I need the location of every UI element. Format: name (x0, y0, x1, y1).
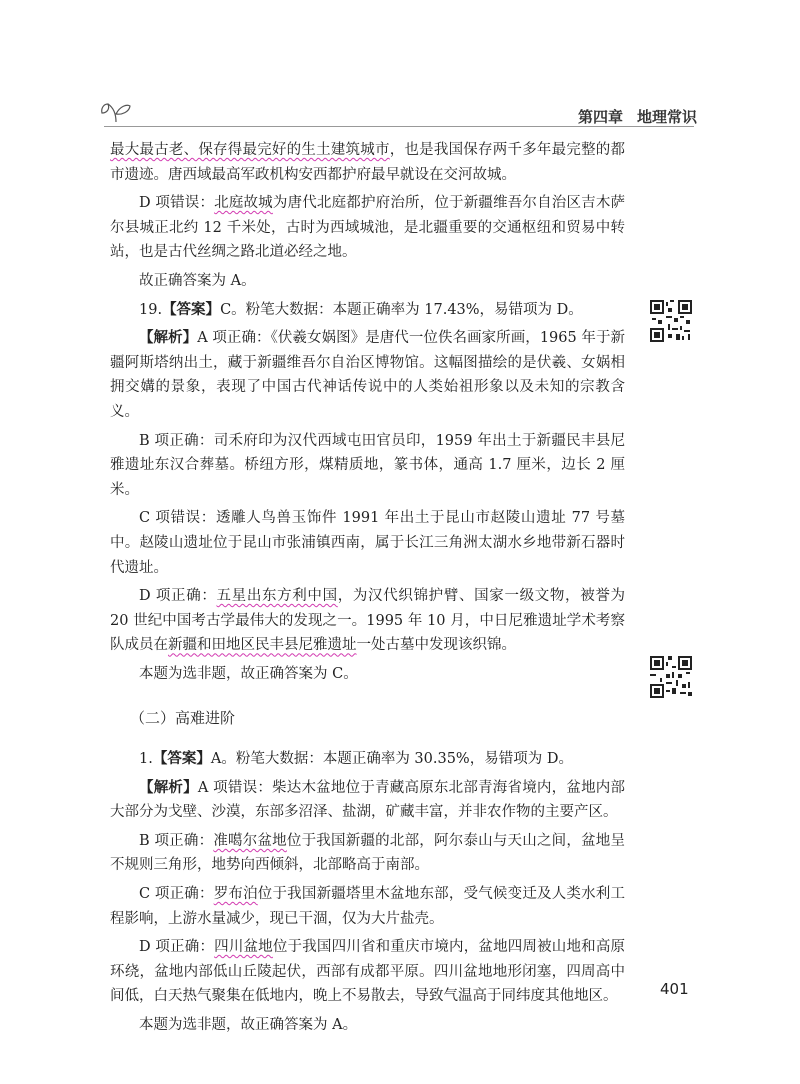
header-rule (104, 126, 694, 127)
paragraph: 本题为选非题，故正确答案为 A。 (139, 1017, 358, 1033)
wavy-underline: 罗布泊 (213, 886, 258, 903)
paragraph: 故正确答案为 A。 (139, 272, 256, 289)
analysis-19: 【解析】A 项正确：《伏羲女娲图》是唐代一位佚名画家所画，1965 年于新疆阿斯塔纳出土，藏于新疆维吾尔自治区博物馆。这幅图描绘的是伏羲、女娲相拥交媾的景象，表现了中国古代神话传说中的人类始祖形象以及未知的宗教含义。 (110, 329, 625, 420)
paragraph: B 项正确：准噶尔盆地位于我国新疆的北部，阿尔泰山与天山之间，盆地呈不规则三角形，地势向西倾斜，北部略高于南部。 (110, 832, 626, 874)
qr-code-icon[interactable] (650, 656, 692, 698)
chapter-title: 地理常识 (637, 108, 698, 126)
page-number: 401 (660, 980, 689, 998)
wavy-underline: 五星出东方利中国 (216, 588, 338, 605)
paragraph: 本题为选非题，故正确答案为 C。 (139, 665, 358, 682)
chapter-number: 第四章 (578, 108, 624, 126)
paragraph: 最大最古老、保存得最完好的生土建筑城市，也是我国保存两千多年最完整的都市遗迹。唐西域最高军政机构安西都护府最早就设在交河故城。 (110, 142, 626, 183)
paragraph: C 项错误：透雕人鸟兽玉饰件 1991 年出土于昆山市赵陵山遗址 77 号墓中。赵陵山遗址位于昆山市张浦镇西南，属于长江三角洲太湖水乡地带新石器时代遗址。 (110, 510, 625, 576)
wavy-underline: 准噶尔盆地 (213, 832, 287, 849)
paragraph: D 项错误：北庭故城为唐代北庭都护府治所，位于新疆维吾尔自治区吉木萨尔县城正北约 12 千米处，古时为西域城池，是北疆重要的交通枢纽和贸易中转站，也是古代丝绸之路北道必经之地。 (110, 195, 626, 261)
qr-code-icon[interactable] (650, 300, 692, 342)
paragraph: C 项正确：罗布泊位于我国新疆塔里木盆地东部，受气候变迁及人类水利工程影响，上游水量减少，现已干涸，仅为大片盐壳。 (110, 886, 625, 927)
section-heading: （二）高难进阶 (130, 709, 236, 728)
page-content (110, 138, 625, 1042)
paragraph: D 项正确：四川盆地位于我国四川省和重庆市境内，盆地四周被山地和高原环绕，盆地内部低山丘陵起伏，西部有成都平原。四川盆地地形闭塞，四周高中间低，白天热气聚集在低地内，晚上不易散去，导致气温高于同纬度其他地区。 (110, 939, 626, 1005)
analysis-1: 【解析】A 项错误：柴达木盆地位于青藏高原东北部青海省境内，盆地内部大部分为戈壁、沙漠，东部多沼泽、盐湖，矿藏丰富，并非农作物的主要产区。 (110, 778, 626, 821)
wavy-underline: 四川盆地 (214, 939, 273, 956)
answer-1: 1.【答案】A。粉笔大数据：本题正确率为 30.35%，易错项为 D。 (139, 750, 573, 768)
wavy-underline: 北庭故城 (214, 195, 273, 212)
paragraph: B 项正确：司禾府印为汉代西域屯田官员印，1959 年出土于新疆民丰县尼雅遗址东汉合葬墓。桥纽方形，煤精质地，篆书体，通高 1.7 厘米，边长 2 厘米。 (110, 432, 625, 498)
wavy-underline: 新疆和田地区民丰县尼雅遗址 (168, 637, 357, 654)
wavy-underline: 最大最古老、保存得最完好的生土建筑城市 (110, 142, 390, 158)
leaf-sprout-icon (100, 96, 132, 124)
paragraph: D 项正确：五星出东方利中国，为汉代织锦护臂、国家一级文物，被誉为 20 世纪中国考古学最伟大的发现之一。1995 年 10 月，中日尼雅遗址学术考察队成员在新疆和田地区民丰县尼雅遗址一处古墓中发现该织锦。 (110, 588, 626, 654)
chapter-header (578, 106, 697, 127)
answer-19: 19.【答案】C。粉笔大数据：本题正确率为 17.43%，易错项为 D。 (139, 300, 583, 318)
